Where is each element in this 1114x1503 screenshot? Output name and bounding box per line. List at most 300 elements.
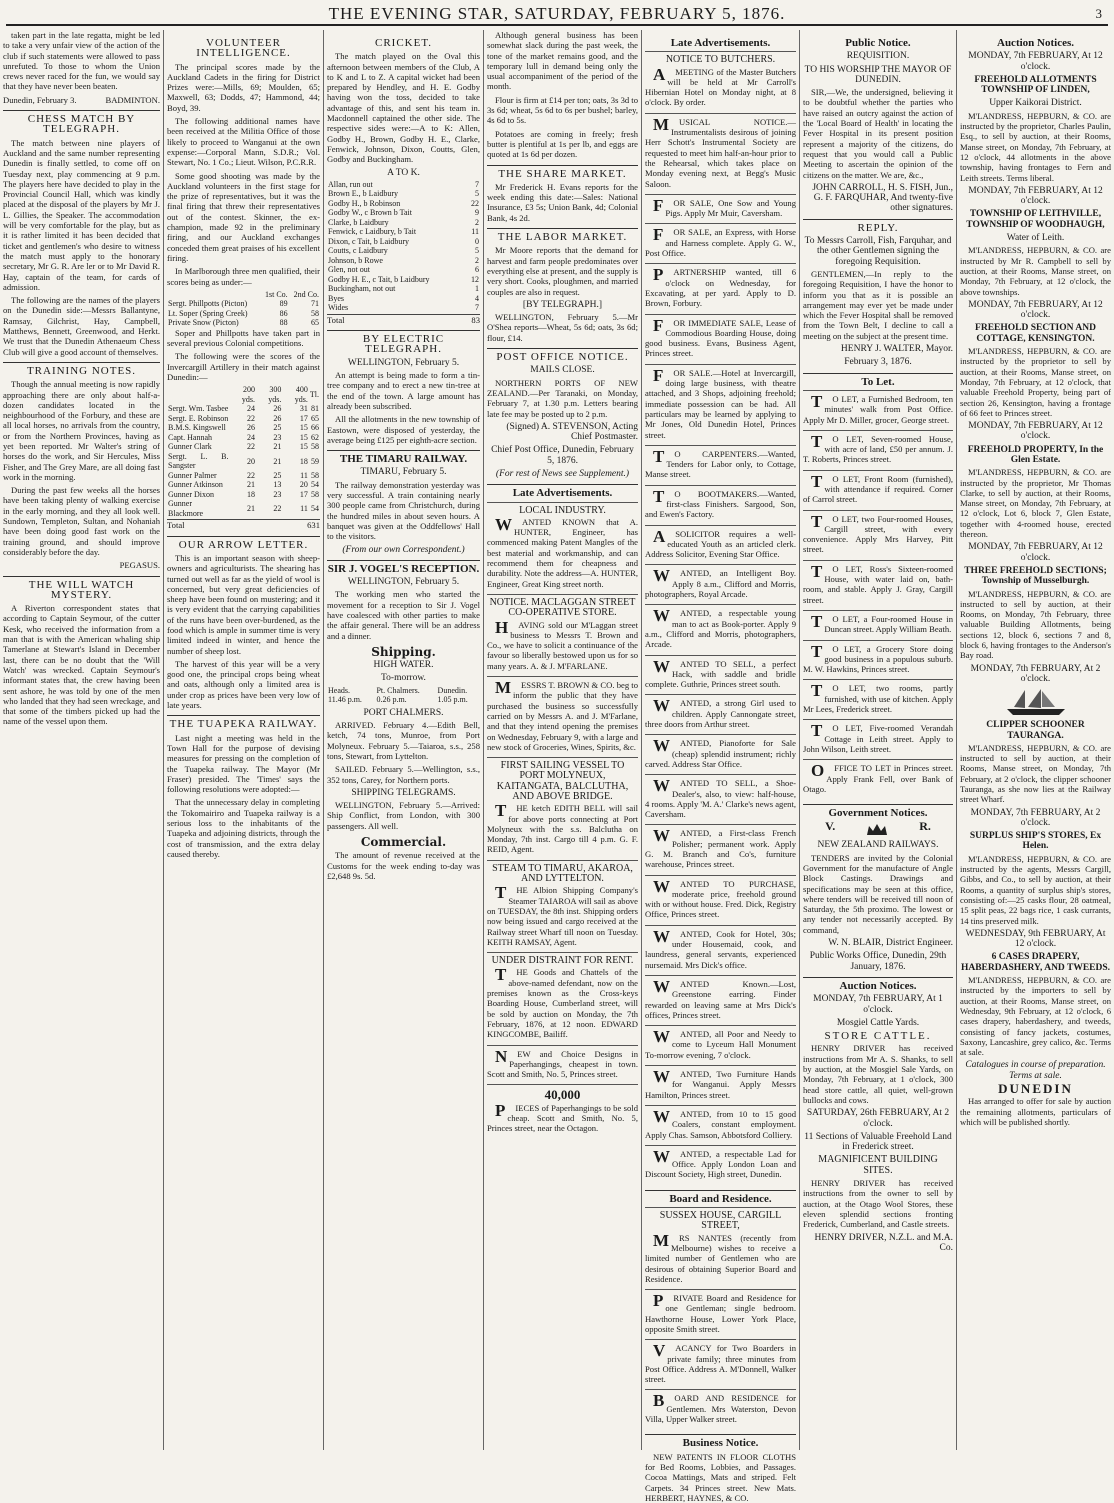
advertisement-text: FOR SALE, One Sow and Young Pigs. Apply Mr Muir, Caversham. [653,195,796,219]
requisition-signatures: JOHN CARROLL, H. S. FISH, Jun., G. F. FARQUHAR, And twenty-five other signatures. [812,182,953,214]
batsman-runs: 5 [475,189,479,199]
board-residence-heading: Board and Residence. [645,1190,796,1204]
market-paragraph: Potatoes are coming in freely; fresh butter is plentiful at 1s per lb, and eggs are quoted at 1s 6d per dozen. [487,128,638,160]
score-name: Sergt. E. Robinson [168,413,229,423]
score-value: 58 [311,308,319,318]
batsman-runs: 2 [475,217,479,227]
score-value: 24 [246,404,255,414]
arrivals-paragraph: ARRIVED. February 4.—Edith Bell, ketch, 74 tons, Munroe, from Port Molyneux. February 5.—Taiaroa, s.s., 258 tons, Stewart, from Lyttelton. [327,720,480,761]
score-value: 11 [300,504,308,514]
score-value: 71 [311,299,319,309]
training-signature: PEGASUS. [119,560,160,571]
column-4 [483,30,641,1450]
score-value: 23 [273,432,282,442]
cricket-score-row [327,246,480,256]
score-value: 65 [311,413,319,423]
advertisement-text: WANTED, Pianoforte for Sale (cheap) splendid instrument; richly carved. Address Star Office. [645,736,796,769]
score-value: 17 [299,413,308,423]
score-value: 22 [246,413,255,423]
advertisement [645,875,796,925]
score-value: 89 [279,299,288,309]
high-water-header: Heads. [328,685,350,695]
advertisement-text: WANTED, a First-class French Polisher; permanent work. Apply G. M. Branch and Co's, furniture warehouse, Princes street. [645,826,796,870]
vogel-paragraph: The working men who started the movement for a reception to Sir J. Vogel have coalesced with other parties to make the affair general. There will be an address and a dinner. [327,589,480,641]
advertisement-text: WANTED TO SELL, a Shoe-Dealer's, also, to view: half-house, 4 rooms. Apply 'M. A.' Clarke's news agent, Caversham. [645,776,796,820]
high-water-header-row [327,686,480,696]
to-let-text: TO LET, two rooms, partly furnished, with use of kitchen. Apply Mr Lees, Frederick street. [803,681,953,715]
auction-title: STORE CATTLE. [824,1030,932,1043]
advertisement [645,824,796,874]
score-total-value: 631 [307,520,320,531]
cricket-score-row [327,284,480,294]
volunteer-paragraph: Soper and Phillpotts have taken part in several previous Colonial competitions. [167,327,320,349]
timaru-paragraph: The railway demonstration yesterday was very successful. A train containing nearly 300 people came from Christchurch, during the hundred miles in about seven hours. A banquet was given at the Oddfellows' Hall to the visitors. [327,479,480,542]
score-row [167,452,320,471]
advertisement [645,564,796,604]
dateline: WELLINGTON, February 5. [347,357,460,368]
volunteer-heading: VOLUNTEER INTELLIGENCE. [196,37,291,60]
advertisement-text: AMEETING of the Master Butchers will be held at Mr Carroll's Hibernian Hotel on Monday night, at 8 o'clock. By order. [645,64,796,108]
score-value: 59 [311,456,319,466]
batsman-runs: 9 [475,208,479,218]
score-value: 22 [273,504,282,514]
score-name: Gunner Dixon [168,489,214,499]
advertisement [645,113,796,194]
supplement-note: (For rest of News see Supplement.) [495,468,630,479]
advertisements [645,51,796,1184]
auction-title: SURPLUS SHIP'S STORES, Ex Helen. [969,831,1102,852]
page-number: 3 [1095,6,1102,21]
auction-text: M'LANDRESS, HEPBURN, & CO. are instructed by the proprietor, Mr Thomas Clarke, to sell by auction, at their Rooms, Manse street, on Monday, 7th February, at 12 o'clock, Lot 6, block 7, Glen Estate, together with 4-roomed house, erected thereon. [960,467,1111,540]
score-value: 23 [273,489,282,499]
to-let-text: TO LET, a Four-roomed House in Duncan street. Apply William Beath. [811,611,953,635]
advertisement-text: FOR SALE.—Hotel at Invercargill, doing large business, with theatre attached, and 3 Shops, adjoining freehold; immediate possession can be had. All particulars may be learned by applying to Mr Jones, Old Dunedin Hotel, Princes street. [645,365,796,440]
auction-title: FREEHOLD ALLOTMENTS TOWNSHIP OF LINDEN, [974,74,1097,96]
score-value: 21 [246,480,255,490]
column-5 [641,30,799,1503]
advertisement-heading: SUSSEX HOUSE, CARGILL STREET, [659,1210,782,1232]
score-value: 17 [299,489,308,499]
advertisement-text: FOR SALE, an Express, with Horse and Harness complete. Apply G. W., Post Office. [645,225,796,259]
dateline: TIMARU, February 5. [360,467,447,478]
to-let-text: TO LET, Front Room (furnished), with attendance if required. Corner of Carrol street. [803,471,953,505]
advertisement [487,860,638,952]
arrow-letter-heading: OUR ARROW LETTER. [167,536,320,550]
score-value: 25 [273,423,282,433]
auction-title: TOWNSHIP OF LEITHVILLE, TOWNSHIP OF WOODHAUGH, [966,209,1105,230]
batsman-entry: Clarke, b Laidbury [328,217,389,227]
advertisement-text: WANTED Known.—Lost, Greenstone earring. Finder rewarded on leaving same at Mrs Dick's offices, Princes street. [645,976,796,1020]
will-watch-paragraph: A Riverton correspondent states that according to Captain Seymour, of the cutter Kesk, who received the information from a man that is with the American whaling ship Tamerlane at Stewart's Island in December last, there can be no doubt that the 'Will Watch' was wrecked. Captain Seymour's informant states that, the crew having been sent ashore, he was told by one of the men who landed that they had seen wreckage, and that some of the timbers picked up had the name of the vessel upon them. [3,603,160,727]
advertisement-text: WANTED, all Poor and Needy to come to Lyceum Hall Monument To-morrow evening, 7 o'clock. [645,1027,796,1060]
score-name: Gunner Palmer [168,470,217,480]
advertisement [645,604,796,654]
cricket-scores-heading: A TO K. [387,167,420,178]
advertisement-text: THE ketch EDITH BELL will sail for above ports connecting at Port Molyneux with the s.s. Balclutha on Monday, 7th inst. Cargo till 4 p.m. G. F. REID, Agent. [487,801,638,855]
advertisement-text: MRS NANTES (recently from Melbourne) wishes to receive a limited number of Gentlemen who are desirous of obtaining Superior Board and Residence. [645,1230,796,1284]
advertisement [645,223,796,263]
high-water-row [327,695,480,705]
railways-date: Public Works Office, Dunedin, 29th January, 1876. [809,951,947,972]
commercial-heading: Commercial. [360,835,447,850]
score-value: 22 [246,442,255,452]
volunteer-paragraph: The principal scores made by the Auckland Cadets in the firing for District Prizes were:—Mills, 69; Moulden, 65; Maxwell, 63; Dodds, 47; Hammond, 44; Boyd, 39. [167,61,320,113]
batsman-entry: Buckingham, not out [328,284,396,294]
auction-date: MONDAY, 7th FEBRUARY, At 1 o'clock. [813,994,943,1015]
letter-signoff [3,95,160,105]
auction-date: SATURDAY, 26th FEBRUARY, At 2 o'clock. [806,1108,950,1129]
batsman-runs: 11 [471,227,479,237]
cricket-score-row [327,265,480,275]
score-value: 65 [311,318,319,328]
batsman-runs: 5 [475,246,479,256]
auction-title: MAGNIFICENT BUILDING SITES. [818,1154,938,1176]
advertisement [645,734,796,774]
auction-text: M'LANDRESS, HEPBURN, & CO. are instructed by the importers to sell by auction, at their Rooms, Manse street, on Wednesday, 9th February, at 12 o'clock, 6 cases drapery, haberdashery, and tweeds, consisting of fancy jackets, costumes, Saxony, Lancashire, grey calico, &c. Terms at sale. [960,975,1111,1058]
cricket-score-row [327,180,480,190]
score-row [167,404,320,414]
score-value: 62 [311,432,319,442]
auction-title: FREEHOLD PROPERTY, In the Glen Estate. [967,444,1104,465]
score-name: Gunner Clark [168,442,212,452]
advertisement-heading: NOTICE. MACLAGGAN STREET CO-OPERATIVE STORE. [489,596,636,619]
score-header: 1st Co. [264,289,288,299]
shipping-telegrams-paragraph: WELLINGTON, February 5.—Arrived: Ship Conflict, from London, with 300 passengers. All well. [327,800,480,831]
to-let-notice [803,719,953,759]
advertisement-text: BOARD AND RESIDENCE for Gentlemen. Mrs Waterston, Devon Villa, Upper Walker street. [645,1391,796,1425]
score-name: Sergt. Wm. Tasbee [168,404,229,414]
cricket-score-row [327,275,480,285]
score-total [167,519,320,530]
score-header: 300 yds. [268,385,282,404]
chess-paragraph: The following are the names of the players on the Dunedin side:—Messrs Ballantyne, Ramsay, Gilchrist, Hay, Campbell, Matthews, Bennett, Greenwood, and Herkt. We trust that the Dunedin Athenaeum Chess Club will give a good account of themselves. [3,295,160,357]
column-2 [163,30,323,1450]
training-paragraph: During the past few weeks all the horses have been taking plenty of walking exercise in the early morning, and they all look well. Sundown, Templeton, Sultan, and Nohaniah have been doing good fast work on the training ground, and should improve considerably before the day. [3,485,160,557]
auction-date: MONDAY, 7th FEBRUARY, At 2 o'clock. [970,807,1101,828]
auction-text: M'LANDRESS, HEPBURN, & CO. are instructed by Mr R. Campbell to sell by auction, at their Rooms, Manse street, on Monday, 7th February, at 12 o'clock, the above townships. [960,245,1111,297]
advertisement [645,194,796,224]
cricket-score-row [327,227,480,237]
port-heading: PORT CHALMERS. [363,707,444,718]
advertisement-text: WANTED TO PURCHASE, moderate price, freehold ground with or without house. Fred. Dick, Registry Office, Princes street. [645,876,796,920]
batsman-entry: Godby W., c Brown b Tait [328,208,412,218]
batsman-runs: 4 [475,293,479,303]
advertisement [645,1065,796,1105]
to-let-notice [803,610,953,640]
letter-date: Dunedin, February 3. [3,94,77,105]
high-water-time: 1.05 p.m. [437,695,468,705]
tuapeka-heading: THE TUAPEKA RAILWAY. [167,715,320,729]
advertisement-text: PARTNERSHIP wanted, till 6 o'clock on Wednesday, for Excavating, at per yard. Apply to D. Brown, Forbury. [645,265,796,309]
to-let-text: TO LET, a Grocery Store doing good business in a populous suburb. M. W. Hawkins, Princes street. [803,641,953,675]
auctioneer-signature: HENRY DRIVER, N.Z.L. and M.A. Co. [814,1232,953,1253]
advertisement-text: PRIVATE Board and Residence for one Gentleman; single bedroom. Hawthorne House, Lower York Place, opposite Smith street. [645,1291,796,1334]
advertisement-text: HAVING sold our M'Laggan street business to Messrs T. Brown and Co., we have to solicit a continuance of the favour so liberally bestowed upon us for so many years. A. & J. M'FARLANE. [487,617,638,671]
railways-tender-text: TENDERS are invited by the Colonial Government for the manufacture of Angle Block Castings. Drawings and specifications may be seen at this office, where tenders will be received till noon of Saturday, the 5th proximo. The lowest or any tender not necessarily accepted. By command, [803,852,953,935]
auction-title: THREE FREEHOLD SECTIONS; Township of Musselburgh. [964,565,1107,587]
advertisement-heading: STEAM TO TIMARU, AKAROA, AND LYTTELTON. [492,862,633,885]
advertisement-text: WANTED, Cook for Hotel, 30s; under Housemaid, cook, and laundress, general servants, experienced nursemaid. Mrs Dick's office. [645,926,796,970]
score-name: Gunner Blackmore [168,499,204,518]
advertisement-text: WANTED TO SELL, a perfect Hack, with saddle and bridle complete. Guthrie, Princes street south. [645,656,796,690]
score-header: 2nd Co. [293,289,319,299]
telegraph-subheading: [BY TELEGRAPH.] [522,299,603,310]
volunteer-paragraph: Some good shooting was made by the Auckland volunteers in the first stage for the prize of representatives, but it was the final firing that threw their representatives out of the contest. Skinner, the ex-champion, made 92 in the preliminary firing, and our Auckland exchanges conceded them great praises of his excellent firing. [167,170,320,263]
advertisement [645,1289,796,1339]
batsman-entry: Allan, run out [328,179,373,189]
to-let-notice [803,430,953,470]
sailings-paragraph: SAILED. February 5.—Wellington, s.s., 352 tons, Carey, for Northern ports. [327,764,480,785]
batsman-runs: 12 [471,274,479,284]
score-row [167,499,320,518]
market-paragraph: Flour is firm at £14 per ton; oats, 3s 3d to 3s 6d; wheat, 5s 6d to 6s per bushel; barley, 4s 6d to 5s. [487,94,638,126]
to-let-notice [803,390,953,430]
batsman-entry: Coutts, c Laidbury [328,246,388,256]
to-let-notice [803,510,953,560]
advertisement-heading: LOCAL INDUSTRY. [519,504,606,516]
auction-date: MONDAY, 7th FEBRUARY, At 12 o'clock. [968,185,1103,207]
score-row [167,442,320,452]
catalogue-note: Catalogues in course of preparation. Terms at sale. [965,1060,1106,1081]
to-let-notice [803,470,953,510]
score-value: 81 [311,404,319,414]
score-value: 15 [299,423,308,433]
share-market-heading: THE SHARE MARKET. [487,165,638,179]
score-row [167,299,320,309]
score-value: 22 [246,470,255,480]
royal-cipher: V. R. [803,821,953,837]
cricket-score-row [327,237,480,247]
batsman-runs: 6 [475,265,479,275]
column-6 [799,30,956,1450]
advertisement [645,774,796,824]
reply-addressee: To Messrs Carroll, Fish, Farquhar, and the other Gentlemen signing the foregoing Requisition. [804,236,952,267]
auction-date: MONDAY, 7th FEBRUARY, At 12 o'clock. [968,51,1103,72]
score-name: Private Snow (Picton) [168,318,239,328]
rowing-letter: taken part in the late regatta, might be led to take a very unfair view of the action of the club if such statements were allowed to pass unrefuted. To those to whom the Union crews never raced for the fun, we would say that they have never been beaten. [3,30,160,92]
advertisement [645,1207,796,1289]
advertisement [645,1105,796,1145]
score-value: 88 [279,318,288,328]
column-1 [0,30,163,1450]
advertisement-text: WANTED, a respectable Lad for Office. Apply London Loan and Discount Society, High street, Dunedin. [645,1146,796,1180]
mails-close-heading: MAILS CLOSE. [530,365,595,376]
to-let-notice [803,560,953,610]
batsman-entry: Godby H. E., c Tait, b Laidbury [328,274,430,284]
auction-text: M'LANDRESS, HEPBURN, & CO. are instructed by the agents, Messrs Cargill, Gibbs, and Co., to sell by auction, at their Rooms, a quantity of surplus ship's stores, consisting of:—25 casks flour, 28 oatmeal, 15 split peas, 22 bags rice, 1 cask currants, 14 tins preserved milk. [960,853,1111,926]
score-value: 66 [311,423,319,433]
advertisement [487,502,638,594]
batsman-entry: Fenwick, c Laidbury, b Tait [328,227,417,237]
vogel-reception-heading: SIR J. VOGEL'S RECEPTION. [327,560,480,574]
tuapeka-paragraph: That the unnecessary delay in completing the Tokomairiro and Tuapeka railway is a serious loss to the inhabitants of the Tuapeka and adjoining districts, through the cost of transmission, and the extra delay caused thereby. [167,797,320,859]
to-let-text: TO LET, Seven-roomed House, with acre of land, £50 per annum. J. T. Roberts, Princes street. [803,431,953,465]
advertisement-heading: UNDER DISTRAINT FOR RENT. [491,955,634,967]
score-row [167,480,320,490]
advertisement [645,975,796,1025]
high-water-day: To-morrow. [381,673,426,684]
auction-title: 6 CASES DRAPERY, HABERDASHERY, AND TWEEDS. [960,952,1111,973]
advertisement-heading: NOTICE TO BUTCHERS. [665,54,776,66]
reply-text: GENTLEMEN,—In reply to the foregoing Requisition, I have the honor to inform you that as it is possible an arrangement may ever yet be made under which the Fever Hospital shall be removed from the Town Belt, I decline to call a meeting on the subject at the present time. [803,268,953,341]
railways-signature: W. N. BLAIR, District Engineer. [828,938,953,949]
score-header: 200 yds. [241,385,255,404]
board-advertisements [645,1207,796,1429]
business-notice-paragraph: NEW PATENTS IN FLOOR CLOTHS for Bed Rooms, Lobbies, and Passages. Cocoa Mattings, Mats and striped. Felt Carpets. 34 Princes street. New Mats. HERBERT, HAYNES, & CO. [645,1451,796,1503]
batsman-runs: 7 [475,303,479,313]
to-let-heading: To Let. [803,373,953,387]
score-header: 400 yds. [294,385,308,404]
labor-market-paragraph: Mr Moore reports that the demand for harvest and farm people predominates over everything else at present, and the supply is very short. Cooks, ploughmen, and married couples are also in request. [487,245,638,297]
advertisement [487,594,638,676]
requisition-addressee: TO HIS WORSHIP THE MAYOR OF DUNEDIN. [804,64,952,85]
score-value: 58 [311,489,319,499]
arrow-letter-paragraph: The harvest of this year will be a very good one, the principal crops being wheat and oats, although only a limited area is under crop as prices have been very low of late years. [167,658,320,711]
advertisement-text: MESSRS T. BROWN & CO. beg to inform the public that they have purchased the business so successfully carried on by Messrs A. and J. M'Farlane, and that they intend opening the premises on Wednesday, February 9, with a large and new stock of Groceries, Wines, Spirits, &c. [487,678,638,752]
advertisement-heading: FIRST SAILING VESSEL TO PORT MOLYNEUX, KAITANGATA, BALCLUTHA, AND ABOVE BRIDGE. [496,760,629,802]
invercargill-scores [167,385,320,518]
cricket-total [327,314,480,325]
column-3 [323,30,483,1450]
auction-title: FREEHOLD SECTION AND COTTAGE, KENSINGTON. [975,323,1096,344]
score-row [167,309,320,319]
high-water-header: Pt. Chalmers. [376,685,420,695]
score-name: Gunner Atkinson [168,480,223,490]
score-value: 24 [246,432,255,442]
batsman-runs: 1 [475,284,479,294]
masthead [0,0,1114,26]
cricket-scorecard [327,180,480,313]
auction-date: MONDAY, 7th FEBRUARY, At 12 o'clock. [968,421,1103,442]
to-let-text: TO LET, Ross's Sixteen-roomed House, with water laid on, bath-room, and stable. Apply J. Gray, Cargill street. [803,561,953,605]
score-name: Sergt. Phillpotts (Picton) [168,299,248,309]
arrow-letter-paragraph: This is an important season with sheep-owners and agriculturists. The shearing has turned out well as far as the yield of wool is concerned, but very great deficiencies of sheep have been found on mustering; and it is very evident that the carrying capabilities of the runs have been over-burdened, as the food which is ample in summer time is very limited indeed in winter, and hence the number of sheep lost. [167,552,320,656]
score-value: 21 [246,504,255,514]
advertisement [645,364,796,445]
telegraph-paragraph: An attempt is being made to form a tin-tree company and to erect a new tin-tree at the end of the town. A large amount has already been subscribed. [327,370,480,411]
score-header [167,290,260,300]
auction-text: M'LANDRESS, HEPBURN, & CO. are instructed to sell by auction, at their Rooms, Manse street, on Monday, 7th February, at 2 o'clock, the clipper schooner Tauranga, as she now lies at the Railway street Wharf. [960,742,1111,805]
column-7 [956,30,1114,1450]
advertisement [487,1084,638,1138]
advertisement-text: FOR IMMEDIATE SALE, Lease of Commodious Boarding House, doing good business. Evans, Business Agent, Princes street. [645,315,796,359]
advertisement-text: WANTED, Two Furniture Hands for Wanganui. Apply Messrs Hamilton, Princes street. [645,1067,796,1100]
requisition-text: SIR,—We, the undersigned, believing it to be doubtful whether the parties who have raised an outcry against the action of the 'Local Board of Health' in locating the Fever Hospital in its present position represent a majority of the citizens, do request that you would call a Public Meeting to ascertain the opinion of the citizens on the matter. We are, &c., [803,87,953,180]
reply-heading: REPLY. [803,219,953,233]
score-value: 54 [311,504,319,514]
auction-place: Mosgiel Cattle Yards. [836,1017,920,1028]
advertisement-text: WANTED KNOWN that A. HUNTER, Engineer, has commenced making Patent Mangles of the best material and workmanship, and can recommend them for cheapness and durability. Note the address—A. HUNTER, Engineer, Great King street north. [487,514,638,589]
letter-signature: BADMINTON. [105,94,160,105]
government-notices-heading: Government Notices. [803,804,953,818]
advertisement [645,1145,796,1185]
advertisement [487,757,638,860]
requisition-heading: REQUISITION. [846,51,910,62]
telegraph-paragraph: WELLINGTON, February 5.—Mr O'Shea reports—Wheat, 5s 6d; oats, 3s 6d; flour, £14. [487,312,638,343]
advertisement-text: WANTED, a respectable young man to act as Book-porter. Apply 9 a.m., Clifford and Morris, photographers, Arcade. [645,606,796,650]
market-paragraph: Although general business has been somewhat slack during the past week, the tone of the market remains good, and the temporary lull in demand being only the usual accompaniment of the period of the month. [487,30,638,92]
advertisement-text: WANTED, an Intelligent Boy. Apply 8 a.m., Clifford and Morris, photographers, Royal Arcade. [645,566,796,600]
score-row [167,471,320,481]
advertisement [487,1045,638,1085]
high-water-time: 0.26 p.m. [376,695,407,705]
to-let-notice [803,640,953,680]
cricket-score-row [327,189,480,199]
advertisement-text: NEW and Choice Designs in Paperhangings, cheapest in town. Scott and Smith, No. 5, Princes street. [487,1046,638,1080]
cricket-score-row [327,199,480,209]
auction-text: M'LANDRESS, HEPBURN, & CO. are instructed to sell by auction, at their Rooms, on Monday, 7th February, three valuable Building Allotments, being sections 12, block 6, sections 7 and 8, block 6, having frontages to the Anderson's Bay road. [960,588,1111,661]
advertisement [645,1389,796,1429]
advertisement-text: THE Albion Shipping Company's Steamer TAIAROA will sail as above on TUESDAY, the 8th inst. Shipping orders now being issued and cargo received at the Railway street Wharf till noon on Tuesday. KEITH RAMSAY, Agent. [487,883,638,947]
late-ads-heading: Late Advertisements. [670,37,771,49]
newspaper-title: THE EVENING STAR, SATURDAY, FEBRUARY 5, 1876. [328,4,786,23]
railways-heading: NEW ZEALAND RAILWAYS. [817,840,939,851]
score-value: 11 [300,470,308,480]
advertisement [645,925,796,975]
advertisements [487,502,638,1139]
auction-text: HENRY DRIVER has received instructions from Mr A. S. Shanks, to sell by auction, at the Mosgiel Sale Yards, on Monday, 7th February, at 1 o'clock, 300 head store cattle, all quiet, well-grown bullocks and cows. [803,1043,953,1105]
cricket-score-row [327,208,480,218]
score-row [167,414,320,424]
score-row [167,490,320,500]
advertisement [645,655,796,695]
advertisement-text: WANTED, from 10 to 15 good Coalers, constant employment. Apply Chas. Samson, Abbotsford Colliery. [645,1106,796,1140]
score-row [167,433,320,443]
advertisement [645,1025,796,1065]
cricket-score-row [327,303,480,313]
score-name: Lt. Soper (Spring Creek) [168,308,248,318]
score-value: 20 [299,480,308,490]
score-value: 20 [246,456,255,466]
cricket-score-row [327,294,480,304]
advertisement-text: WANTED, a strong Girl used to children. Apply Cannongate street, three doors from Arthur street. [645,696,796,730]
advertisement [645,525,796,565]
auction-date: MONDAY, 7th FEBRUARY, At 12 o'clock. [968,299,1103,321]
post-office-signature: (Signed) A. STEVENSON, Acting Chief Postmaster. [506,421,638,443]
batsman-entry: Glen, not out [328,265,370,275]
reply-signature: HENRY J. WALTER, Mayor. [840,344,953,355]
auction-title: DUNEDIN [998,1081,1073,1097]
score-name: Capt. Hannah [168,432,212,442]
advertisement-text: TO CARPENTERS.—Wanted, Tenders for Labor only, to Cottage, Manse street. [645,446,796,480]
to-let-text: OFFICE TO LET in Princes street. Apply Frank Fell, over Bank of Otago. [803,761,953,794]
auction-place: Upper Kaikorai District. [989,98,1082,109]
batsman-entry: Godby H., b Robinson [328,198,401,208]
batsman-runs: 22 [471,198,479,208]
score-row [167,423,320,433]
auction-text: M'LANDRESS, HEPBURN, & CO. are instructed by the proprietor, Charles Paulin, Esq., to sell by auction, at their Rooms, Manse street, on Monday, 7th February, at 12 o'clock, 44 allotments in the above township, having frontages to Fern and Leith streets. Terms liberal. [960,110,1111,183]
cricket-paragraph: The match played on the Oval this afternoon between members of the Club, A to K and L to Z. A capital wicket had been prepared by Hendley, and H. E. Godby having won the toss, decided to take advantage of this, and sent his team in. Macdonnell captained the other side. The respective sides were:—A to K: Allen, Godby H., Brown, Godby H. E., Clarke, Fenwick, Johnson, Dixon, Coutts, Glen, Godby and Buckingham. [327,51,480,165]
tuapeka-paragraph: Last night a meeting was held in the Town Hall for the purpose of devising measures for pressing on the completion of the Tuapeka railway. The Mayor (Mr Fraser) presided. The 'Times' says the following resolutions were adopted:— [167,732,320,795]
score-name: B.M.S. Kingswell [168,423,226,433]
advertisement [645,694,796,734]
electric-telegraph-heading: BY ELECTRIC TELEGRAPH. [327,330,480,355]
score-value: 31 [299,404,308,414]
score-row [167,318,320,328]
advertisement-text: VACANCY for Two Boarders in private family; three minutes from Post Office. Address A. M'Donnell, Walker street. [645,1341,796,1385]
to-let-text: TO LET, Five-roomed Verandah Cottage in Leith street. Apply to John Wilson, Leith street. [803,721,953,754]
auction-date: WEDNESDAY, 9th FEBRUARY, At 12 o'clock. [965,928,1106,950]
post-office-paragraph: NORTHERN PORTS OF NEW ZEALAND.—Per Taranaki, on Monday, February 7, at 1.30 p.m. Letters bearing late fee may be posted up to 2 p.m. [487,377,638,419]
score-value: 15 [299,432,308,442]
advertisement [645,445,796,485]
schooner-icon [1001,687,1071,717]
score-total-label: Total [167,520,185,531]
to-let-text: TO LET, two Four-roomed Houses, Cargill street, with every convenience. Apply Mrs Harvey, Pitt street. [803,511,953,555]
chess-heading: CHESS MATCH BY TELEGRAPH. [3,110,160,135]
volunteer-paragraph: The following additional names have been received at the Militia Office of those likely to proceed to Wanganui at the own expense:—Corporal Mann, S.D.R.; Vol. Stewart, No. 1 Co.; Lieut. Wilson, P.C.R.R. [167,116,320,168]
batsman-runs: 0 [475,236,479,246]
